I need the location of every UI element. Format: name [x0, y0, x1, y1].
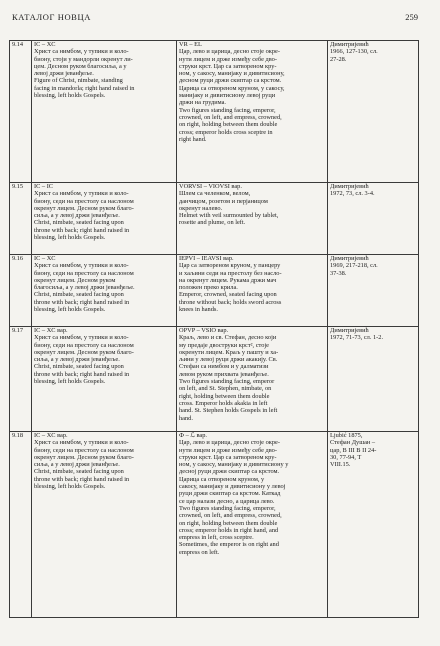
- catalog-number: 9.18: [12, 432, 24, 439]
- obverse-description-line: Христ са нимбом, у тупики и коло-: [34, 262, 129, 270]
- reverse-description-line: Ф – ℒ вар.: [179, 432, 207, 439]
- reverse-description-line: cross; emperor holds in right hand, and: [179, 526, 279, 534]
- reverse-description-line: crowned, on left, and empress, crowned,: [179, 512, 282, 520]
- obverse-description-line: сиља, а у левој држи јеванђеље.: [34, 356, 120, 364]
- reverse-description-line: Царица са отвореном круном, у: [179, 475, 265, 483]
- bibliographic-reference-cell: [328, 255, 419, 327]
- obverse-description-line: IC – IC: [34, 183, 54, 190]
- obverse-description-line: throne with back; right hand raised in: [34, 475, 130, 483]
- bibliographic-reference-line: Димитријевић: [330, 255, 369, 262]
- reverse-description-line: hand. St. Stephen holds Gospels in left: [179, 407, 278, 415]
- obverse-description-line: Christ, nimbate, seated facing upon: [34, 291, 124, 299]
- reverse-description-line: knees in hands.: [179, 306, 218, 314]
- obverse-description-line: сиља, а у левој држи јеванђеље.: [34, 212, 120, 220]
- reverse-description-line: окренути лицем. Краљ у пашту и ха-: [179, 348, 279, 356]
- catalog-number: 9.17: [12, 327, 24, 334]
- reverse-description-line: на окренут лицем. Рукама држи мач: [179, 276, 277, 284]
- catalog-number-cell: [10, 327, 32, 432]
- bibliographic-reference-line: 1966, 127-130, сл.: [330, 48, 378, 56]
- reverse-description-line: Sometimes, the emperor is on right and: [179, 541, 279, 549]
- reverse-description-line: IEPVI – IEAVSI вар.: [179, 255, 234, 262]
- bibliographic-reference-line: Стефан Душан –: [330, 439, 376, 447]
- bibliographic-reference-line: цар, B III B II 24-: [330, 446, 377, 454]
- running-title: КАТАЛОГ НОВЦА: [12, 12, 91, 22]
- reverse-description-line: empress in left, cross sceptre.: [179, 534, 254, 542]
- reverse-description-cell: [177, 183, 328, 255]
- reverse-description-line: Цар, лево и царица, десно стоје окре-: [179, 48, 280, 56]
- reverse-description-line: држи на грудима.: [179, 99, 227, 107]
- reverse-description-line: и хаљини седи на престолу без насло-: [179, 269, 282, 277]
- reverse-description-line: Стефан са нимбом и у далматизи: [179, 363, 269, 371]
- bibliographic-reference-cell: [328, 327, 419, 432]
- obverse-description-line: окренут лицем. Десном руком благо-: [34, 204, 134, 212]
- reverse-description-line: crowned, on left, and empress, crowned,: [179, 113, 282, 121]
- obverse-description-line: биону, седи на престолу са наслоном: [34, 446, 134, 454]
- obverse-description-line: благосиља, а у левој држи јеванђеље.: [34, 284, 135, 292]
- reverse-description-line: сакосу, манијаку и дивитисиону у левој: [179, 483, 286, 491]
- reverse-description-line: Краљ, лево и св. Стефан, десно који: [179, 334, 277, 342]
- reverse-description-line: данчицом, розетом и перјаницом: [179, 197, 268, 205]
- reverse-description-line: on left, and St. Stephen, nimbate, on: [179, 385, 272, 393]
- obverse-description-line: Христ са нимбом, у тупики и коло-: [34, 334, 129, 342]
- reverse-description-line: rosette and plume, on left.: [179, 219, 246, 227]
- reverse-description-line: Шлем са челенком, велом,: [179, 190, 251, 198]
- reverse-description-line: Царица са отвореном круном, у сакосу,: [179, 84, 285, 92]
- bibliographic-reference-cell: [328, 432, 419, 618]
- reverse-description-line: right hand.: [179, 135, 207, 143]
- reverse-description-line: Helmet with veil surmounted by tablet,: [179, 212, 279, 220]
- reverse-description-line: се цар налази десно, а царица лево.: [179, 497, 275, 505]
- reverse-description-cell: [177, 327, 328, 432]
- reverse-description-cell: [177, 432, 328, 618]
- catalog-number-cell: [10, 432, 32, 618]
- catalog-number: 9.14: [12, 41, 24, 48]
- reverse-description-line: нути лицем и држе између себе дво-: [179, 446, 277, 454]
- table-row: [10, 432, 419, 618]
- bibliographic-reference-line: 1972, 73, сл. 3-4.: [330, 190, 375, 198]
- catalog-number-cell: [10, 255, 32, 327]
- bibliographic-reference-cell: [328, 183, 419, 255]
- bibliographic-reference-line: Димитријевић: [330, 183, 369, 190]
- catalog-number-cell: [10, 41, 32, 183]
- reverse-description-line: љини у левој руци држи акакију. Св.: [179, 356, 278, 364]
- coin-catalog-table: [9, 40, 419, 618]
- running-head: [10, 12, 418, 26]
- table-row: [10, 255, 419, 327]
- obverse-description-line: Христ са нимбом, у тупики и коло-: [34, 190, 129, 198]
- obverse-description-line: IC – XC вар.: [34, 327, 68, 334]
- obverse-description-line: окренут лицем. Десном руком: [34, 276, 116, 284]
- table-row: [10, 41, 419, 183]
- obverse-description-line: биону, седи на престолу са наслоном: [34, 269, 134, 277]
- reverse-description-line: throne without back; holds sword across: [179, 298, 282, 306]
- obverse-description-line: биону, стоји у мандорли окренут ли-: [34, 55, 133, 63]
- reverse-description-line: Цар са затвореном круном, у панцеру: [179, 262, 281, 270]
- obverse-description-line: Christ, nimbate, seated facing upon: [34, 219, 124, 227]
- bibliographic-reference-line: Димитријевић: [330, 41, 369, 48]
- reverse-description-line: cross. Emperor holds akakia in left: [179, 399, 268, 407]
- obverse-description-line: blessing, left holds Gospels.: [34, 483, 106, 491]
- obverse-description-cell: [32, 327, 177, 432]
- reverse-description-line: VR – EL: [179, 41, 202, 48]
- reverse-description-line: Two figures standing facing, emperor: [179, 378, 275, 386]
- catalog-body: [10, 41, 419, 618]
- reverse-description-line: положен преко крила.: [179, 284, 238, 292]
- obverse-description-cell: [32, 255, 177, 327]
- catalog-number: 9.16: [12, 255, 24, 262]
- obverse-description-line: Христ са нимбом, у тупики и коло-: [34, 439, 129, 447]
- reverse-description-line: VORVSI – VIOVSI вар.: [179, 183, 242, 190]
- catalog-number: 9.15: [12, 183, 24, 190]
- catalog-number-cell: [10, 183, 32, 255]
- reverse-description-line: OPVP – VSIO вар.: [179, 327, 229, 334]
- table-row: [10, 183, 419, 255]
- reverse-description-line: нути лицем и држе између себе дво-: [179, 55, 277, 63]
- reverse-description-line: десном руци држи скиптар са крстом.: [179, 77, 282, 85]
- reverse-description-line: on right, holding between them double: [179, 121, 278, 129]
- obverse-description-line: IC – XC: [34, 255, 56, 262]
- bibliographic-reference-line: 27-28.: [330, 55, 347, 63]
- obverse-description-line: сиља, а у левој држи јеванђеље.: [34, 461, 120, 469]
- obverse-description-line: левој држи јеванђеље.: [34, 70, 94, 78]
- reverse-description-line: cross; emperor holds cross sceptre in: [179, 128, 273, 136]
- obverse-description-line: throne with back; right hand raised in: [34, 298, 130, 306]
- bibliographic-reference-line: 1969, 217-218, сл.: [330, 262, 378, 270]
- obverse-description-line: blessing, left holds Gospels.: [34, 378, 106, 386]
- obverse-description-line: биону, седи на престолу са наслоном: [34, 341, 134, 349]
- obverse-description-line: IC – XC: [34, 41, 56, 48]
- bibliographic-reference-line: 1972, 71-73, сл. 1-2.: [330, 334, 384, 342]
- obverse-description-line: blessing, left holds Gospels.: [34, 234, 106, 242]
- page-number: 259: [405, 12, 418, 22]
- obverse-description-line: blessing, left holds Gospels.: [34, 306, 106, 314]
- bibliographic-reference-cell: [328, 41, 419, 183]
- obverse-description-cell: [32, 432, 177, 618]
- obverse-description-line: окренут лицем. Десном руком благо-: [34, 453, 134, 461]
- bibliographic-reference-line: Димитријевић: [330, 327, 369, 334]
- reverse-description-line: руци држи скиптар са крстом. Каткад: [179, 490, 281, 498]
- reverse-description-line: струки крст. Цар са затвореном кру-: [179, 62, 277, 70]
- reverse-description-line: empress on left.: [179, 548, 220, 556]
- obverse-description-line: биону, седи на престолу са наслоном: [34, 197, 134, 205]
- bibliographic-reference-line: VIII.15.: [330, 461, 351, 469]
- obverse-description-cell: [32, 183, 177, 255]
- reverse-description-line: десној руци држи скиптар са крстом.: [179, 468, 280, 476]
- reverse-description-line: левом руком прихвата јеванђеље.: [179, 370, 269, 378]
- reverse-description-line: му предаје двоструки крст², стоје: [179, 341, 269, 349]
- reverse-description-line: манијаку и дивитисиону левој руци: [179, 92, 276, 100]
- obverse-description-line: throne with back; right hand raised in: [34, 226, 130, 234]
- obverse-description-line: Христ са нимбом, у тупики и коло-: [34, 48, 129, 56]
- table-row: [10, 327, 419, 432]
- reverse-description-cell: [177, 255, 328, 327]
- reverse-description-line: Two figures standing facing, emperor,: [179, 106, 276, 114]
- obverse-description-line: IC – XC вар.: [34, 432, 68, 439]
- bibliographic-reference-line: 30, 77-94, T: [330, 453, 362, 461]
- reverse-description-line: окренут налево.: [179, 204, 223, 212]
- obverse-description-line: facing in mandorla; right hand raised in: [34, 84, 135, 92]
- reverse-description-line: Emperor, crowned, seated facing upon: [179, 291, 277, 299]
- reverse-description-line: hand.: [179, 414, 193, 422]
- obverse-description-line: Figure of Christ, nimbate, standing: [34, 77, 123, 85]
- reverse-description-cell: [177, 41, 328, 183]
- reverse-description-line: ном, у сакосу, манијаку и дивитисиону,: [179, 70, 285, 78]
- obverse-description-line: Christ, nimbate, seated facing upon: [34, 468, 124, 476]
- reverse-description-line: on right, holding between them double: [179, 519, 278, 527]
- reverse-description-line: ном, у сакосу, манијаку и дивитисиону у: [179, 461, 289, 469]
- obverse-description-cell: [32, 41, 177, 183]
- obverse-description-line: цем. Десном руком благосиља, а у: [34, 62, 127, 70]
- reverse-description-line: Two figures standing facing, emperor,: [179, 504, 276, 512]
- obverse-description-line: throne with back; right hand raised in: [34, 370, 130, 378]
- bibliographic-reference-line: Ljubić 1875,: [330, 432, 363, 439]
- reverse-description-line: right, holding between them double: [179, 392, 270, 400]
- bibliographic-reference-line: 37-38.: [330, 269, 347, 277]
- obverse-description-line: blessing, left holds Gospels.: [34, 92, 106, 100]
- obverse-description-line: окренут лицем. Десном руком благо-: [34, 348, 134, 356]
- reverse-description-line: струки крст. Цар са затвореном кру-: [179, 453, 277, 461]
- reverse-description-line: Цар, лево и царица, десно стоје окре-: [179, 439, 280, 447]
- obverse-description-line: Christ, nimbate, seated facing upon: [34, 363, 124, 371]
